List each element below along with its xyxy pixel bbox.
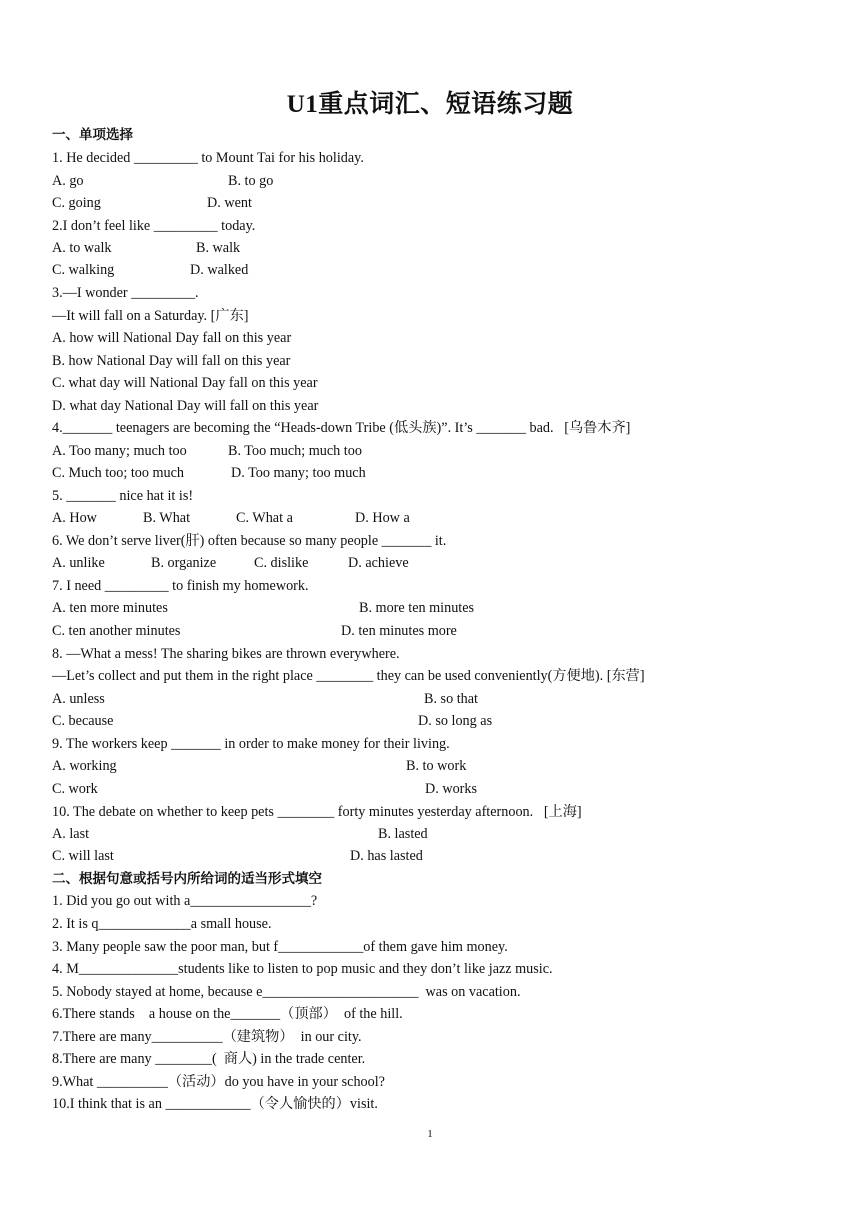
question-5-stem: 5. _______ nice hat it is! [52, 488, 194, 504]
question-6-option-d: D. achieve [348, 555, 409, 571]
question-8-stem-response: —Let’s collect and put them in the right place ________ they can be used conveniently(方便地). [东营] [52, 668, 645, 684]
question-3-stem: 3.—I wonder _________. [52, 285, 199, 301]
question-6-option-a: A. unlike [52, 555, 105, 571]
question-3-option-b: B. how National Day will fall on this year [52, 353, 291, 369]
question-2-option-d: D. walked [190, 262, 249, 278]
fill-blank-item: 8.There are many ________( 商人) in the trade center. [52, 1051, 366, 1067]
question-2-stem: 2.I don’t feel like _________ today. [52, 218, 256, 234]
question-8-option-b: B. so that [424, 691, 478, 707]
question-5-option-d: D. How a [355, 510, 410, 526]
question-5-option-b: B. What [143, 510, 191, 526]
fill-blank-item: 7.There are many__________（建筑物） in our city. [52, 1029, 362, 1045]
question-1-option-c: C. going [52, 195, 101, 211]
fill-blank-item: 6.There stands a house on the_______（顶部） of the hill. [52, 1006, 403, 1022]
question-5-option-a: A. How [52, 510, 97, 526]
fill-blank-item: 4. M______________students like to listen to pop music and they don’t like jazz music. [52, 961, 553, 977]
question-1-option-b: B. to go [228, 173, 274, 189]
question-8-stem: 8. —What a mess! The sharing bikes are thrown everywhere. [52, 646, 400, 662]
fill-blank-item: 10.I think that is an ____________（令人愉快的）visit. [52, 1096, 378, 1112]
page-title: U1重点词汇、短语练习题 [286, 91, 574, 118]
fill-blank-item: 3. Many people saw the poor man, but f____________of them gave him money. [52, 939, 508, 955]
question-9-option-b: B. to work [406, 758, 467, 774]
fill-blank-item: 2. It is q_____________a small house. [52, 916, 272, 932]
question-4-option-c: C. Much too; too much [52, 465, 185, 481]
question-4-option-a: A. Too many; much too [52, 443, 187, 459]
question-6-stem: 6. We don’t serve liver(肝) often because so many people _______ it. [52, 533, 447, 549]
question-10-option-a: A. last [52, 826, 90, 842]
question-10-option-b: B. lasted [378, 826, 428, 842]
fill-blank-item: 1. Did you go out with a_________________? [52, 893, 318, 909]
question-3-option-a: A. how will National Day fall on this year [52, 330, 292, 346]
section-2-heading: 二、根据句意或括号内所给词的适当形式填空 [52, 871, 322, 887]
question-8-option-a: A. unless [52, 691, 105, 707]
question-9-option-d: D. works [425, 781, 478, 797]
question-2-option-a: A. to walk [52, 240, 112, 256]
question-5-option-c: C. What a [236, 510, 293, 526]
section-1-heading: 一、单项选择 [52, 127, 133, 143]
question-1-option-d: D. went [207, 195, 252, 211]
question-3-stem-response: —It will fall on a Saturday. [广东] [52, 308, 249, 324]
question-7-stem: 7. I need _________ to finish my homework. [52, 578, 309, 594]
question-9-option-a: A. working [52, 758, 117, 774]
question-6-option-b: B. organize [151, 555, 217, 571]
question-10-option-c: C. will last [52, 848, 114, 864]
question-1-stem: 1. He decided _________ to Mount Tai for his holiday. [52, 150, 364, 166]
fill-blank-item: 5. Nobody stayed at home, because e______________________ was on vacation. [52, 984, 521, 1000]
question-1-option-a: A. go [52, 173, 84, 189]
question-2-option-b: B. walk [196, 240, 241, 256]
question-10-option-d: D. has lasted [350, 848, 423, 864]
question-9-stem: 9. The workers keep _______ in order to make money for their living. [52, 736, 450, 752]
question-2-option-c: C. walking [52, 262, 115, 278]
question-8-option-c: C. because [52, 713, 114, 729]
fill-blank-item: 9.What __________（活动）do you have in your school? [52, 1074, 385, 1090]
question-6-option-c: C. dislike [254, 555, 309, 571]
page-number: 1 [427, 1128, 433, 1140]
question-8-option-d: D. so long as [418, 713, 493, 729]
question-7-option-c: C. ten another minutes [52, 623, 181, 639]
question-10-stem: 10. The debate on whether to keep pets ________ forty minutes yesterday afternoon. [上海] [52, 804, 582, 820]
question-4-option-b: B. Too much; much too [228, 443, 362, 459]
question-9-option-c: C. work [52, 781, 98, 797]
question-4-option-d: D. Too many; too much [231, 465, 366, 481]
question-4-stem: 4._______ teenagers are becoming the “Heads-down Tribe (低头族)”. It’s _______ bad. [乌鲁木齐] [52, 420, 631, 436]
question-7-option-d: D. ten minutes more [341, 623, 457, 639]
question-3-option-c: C. what day will National Day fall on this year [52, 375, 318, 391]
question-3-option-d: D. what day National Day will fall on this year [52, 398, 319, 414]
question-7-option-a: A. ten more minutes [52, 600, 168, 616]
question-7-option-b: B. more ten minutes [359, 600, 475, 616]
